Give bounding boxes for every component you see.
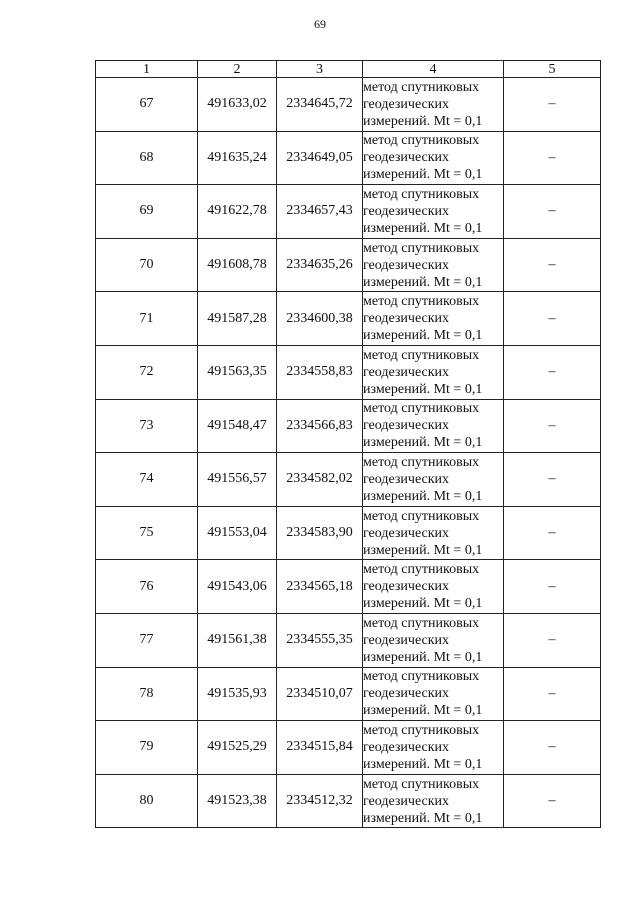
method-line: метод спутниковых xyxy=(363,722,480,738)
y-coordinate-cell: 2334600,38 xyxy=(277,292,363,346)
method-line: измерений. Mt = 0,1 xyxy=(363,381,483,397)
method-line: измерений. Mt = 0,1 xyxy=(363,810,483,826)
method-line: метод спутниковых xyxy=(363,133,480,149)
x-coordinate-cell: 491556,57 xyxy=(198,453,277,507)
method-line: геодезических xyxy=(363,793,450,809)
method-cell xyxy=(363,560,504,614)
method-line: измерений. Mt = 0,1 xyxy=(363,220,483,236)
y-coordinate-cell: 2334555,35 xyxy=(277,613,363,667)
point-number-cell: 77 xyxy=(96,613,198,667)
method-line: метод спутниковых xyxy=(363,669,480,685)
y-coordinate-cell: 2334583,90 xyxy=(277,506,363,560)
method-line: геодезических xyxy=(363,311,450,327)
note-cell: – xyxy=(504,613,601,667)
point-number-cell: 79 xyxy=(96,721,198,775)
method-line: геодезических xyxy=(363,364,450,380)
table-row xyxy=(96,399,601,453)
x-coordinate-cell: 491608,78 xyxy=(198,238,277,292)
table-row xyxy=(96,131,601,185)
y-coordinate-cell: 2334582,02 xyxy=(277,453,363,507)
method-line: геодезических xyxy=(363,632,450,648)
method-line: измерений. Mt = 0,1 xyxy=(363,113,483,129)
x-coordinate-cell: 491563,35 xyxy=(198,345,277,399)
method-line: геодезических xyxy=(363,257,450,273)
x-coordinate-cell: 491561,38 xyxy=(198,613,277,667)
x-coordinate-cell: 491535,93 xyxy=(198,667,277,721)
method-line: измерений. Mt = 0,1 xyxy=(363,596,483,612)
note-cell: – xyxy=(504,185,601,239)
x-coordinate-cell: 491635,24 xyxy=(198,131,277,185)
note-cell: – xyxy=(504,453,601,507)
x-coordinate-cell: 491543,06 xyxy=(198,560,277,614)
note-cell: – xyxy=(504,131,601,185)
y-coordinate-cell: 2334565,18 xyxy=(277,560,363,614)
y-coordinate-cell: 2334566,83 xyxy=(277,399,363,453)
point-number-cell: 74 xyxy=(96,453,198,507)
method-line: геодезических xyxy=(363,579,450,595)
y-coordinate-cell: 2334657,43 xyxy=(277,185,363,239)
note-cell: – xyxy=(504,667,601,721)
method-cell xyxy=(363,292,504,346)
note-cell: – xyxy=(504,721,601,775)
y-coordinate-cell: 2334558,83 xyxy=(277,345,363,399)
y-coordinate-cell: 2334515,84 xyxy=(277,721,363,775)
x-coordinate-cell: 491553,04 xyxy=(198,506,277,560)
method-line: метод спутниковых xyxy=(363,294,480,310)
table-row xyxy=(96,345,601,399)
method-cell xyxy=(363,238,504,292)
table-row xyxy=(96,78,601,132)
point-number-cell: 76 xyxy=(96,560,198,614)
point-number-cell: 70 xyxy=(96,238,198,292)
x-coordinate-cell: 491523,38 xyxy=(198,774,277,828)
method-cell xyxy=(363,78,504,132)
column-header: 2 xyxy=(198,61,277,78)
method-line: геодезических xyxy=(363,739,450,755)
method-line: измерений. Mt = 0,1 xyxy=(363,756,483,772)
method-line: геодезических xyxy=(363,203,450,219)
x-coordinate-cell: 491633,02 xyxy=(198,78,277,132)
method-line: метод спутниковых xyxy=(363,615,480,631)
point-number-cell: 73 xyxy=(96,399,198,453)
page-number: 69 xyxy=(314,17,326,31)
method-line: метод спутниковых xyxy=(363,776,480,792)
method-cell xyxy=(363,453,504,507)
method-line: измерений. Mt = 0,1 xyxy=(363,328,483,344)
x-coordinate-cell: 491525,29 xyxy=(198,721,277,775)
note-cell: – xyxy=(504,560,601,614)
table-row xyxy=(96,560,601,614)
method-cell xyxy=(363,721,504,775)
table-row xyxy=(96,453,601,507)
y-coordinate-cell: 2334645,72 xyxy=(277,78,363,132)
column-header: 5 xyxy=(504,61,601,78)
point-number-cell: 72 xyxy=(96,345,198,399)
x-coordinate-cell: 491622,78 xyxy=(198,185,277,239)
y-coordinate-cell: 2334635,26 xyxy=(277,238,363,292)
y-coordinate-cell: 2334649,05 xyxy=(277,131,363,185)
method-line: измерений. Mt = 0,1 xyxy=(363,167,483,183)
method-cell xyxy=(363,185,504,239)
table-row xyxy=(96,506,601,560)
note-cell: – xyxy=(504,774,601,828)
method-cell xyxy=(363,667,504,721)
method-line: метод спутниковых xyxy=(363,347,480,363)
method-line: измерений. Mt = 0,1 xyxy=(363,542,483,558)
point-number-cell: 75 xyxy=(96,506,198,560)
table-row xyxy=(96,721,601,775)
point-number-cell: 80 xyxy=(96,774,198,828)
note-cell: – xyxy=(504,238,601,292)
method-line: измерений. Mt = 0,1 xyxy=(363,435,483,451)
method-line: измерений. Mt = 0,1 xyxy=(363,649,483,665)
column-header: 4 xyxy=(363,61,504,78)
table-row xyxy=(96,613,601,667)
method-line: метод спутниковых xyxy=(363,240,480,256)
note-cell: – xyxy=(504,399,601,453)
note-cell: – xyxy=(504,506,601,560)
point-number-cell: 69 xyxy=(96,185,198,239)
x-coordinate-cell: 491587,28 xyxy=(198,292,277,346)
method-cell xyxy=(363,399,504,453)
table-row xyxy=(96,774,601,828)
method-line: геодезических xyxy=(363,686,450,702)
method-line: измерений. Mt = 0,1 xyxy=(363,703,483,719)
y-coordinate-cell: 2334510,07 xyxy=(277,667,363,721)
method-cell xyxy=(363,345,504,399)
point-number-cell: 78 xyxy=(96,667,198,721)
table-header-row xyxy=(96,61,601,78)
method-line: метод спутниковых xyxy=(363,401,480,417)
method-line: измерений. Mt = 0,1 xyxy=(363,488,483,504)
note-cell: – xyxy=(504,78,601,132)
method-line: геодезических xyxy=(363,418,450,434)
method-cell xyxy=(363,131,504,185)
method-line: геодезических xyxy=(363,150,450,166)
method-line: метод спутниковых xyxy=(363,79,480,95)
method-cell xyxy=(363,774,504,828)
note-cell: – xyxy=(504,345,601,399)
table-row xyxy=(96,185,601,239)
method-line: геодезических xyxy=(363,525,450,541)
table-row xyxy=(96,292,601,346)
method-line: геодезических xyxy=(363,96,450,112)
method-line: метод спутниковых xyxy=(363,454,480,470)
table-row xyxy=(96,238,601,292)
method-cell xyxy=(363,506,504,560)
table-body xyxy=(96,78,601,828)
table-row xyxy=(96,667,601,721)
method-line: геодезических xyxy=(363,471,450,487)
column-header: 1 xyxy=(96,61,198,78)
column-header: 3 xyxy=(277,61,363,78)
y-coordinate-cell: 2334512,32 xyxy=(277,774,363,828)
method-cell xyxy=(363,613,504,667)
method-line: измерений. Mt = 0,1 xyxy=(363,274,483,290)
point-number-cell: 71 xyxy=(96,292,198,346)
method-line: метод спутниковых xyxy=(363,508,480,524)
point-number-cell: 68 xyxy=(96,131,198,185)
method-line: метод спутниковых xyxy=(363,186,480,202)
point-number-cell: 67 xyxy=(96,78,198,132)
method-line: метод спутниковых xyxy=(363,562,480,578)
coordinates-table xyxy=(95,60,601,828)
note-cell: – xyxy=(504,292,601,346)
x-coordinate-cell: 491548,47 xyxy=(198,399,277,453)
